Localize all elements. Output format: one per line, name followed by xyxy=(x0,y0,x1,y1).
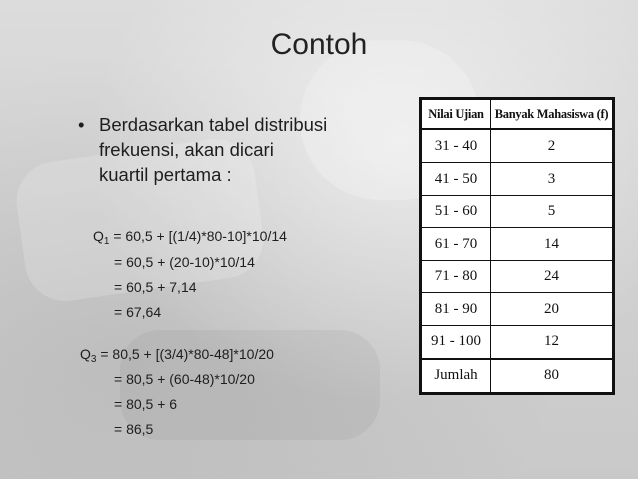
class-interval: 31 - 40 xyxy=(422,129,491,162)
class-interval: 51 - 60 xyxy=(422,195,491,228)
q1-first-line: = 60,5 + [(1/4)*80-10]*10/14 xyxy=(109,228,287,244)
q1-symbol: Q xyxy=(93,228,104,244)
total-value: 80 xyxy=(491,359,613,393)
q3-first-line: = 80,5 + [(3/4)*80-48]*10/20 xyxy=(96,346,274,362)
class-interval: 91 - 100 xyxy=(422,326,491,359)
table-row xyxy=(422,195,613,228)
frequency-value: 5 xyxy=(491,195,613,228)
table-row xyxy=(422,326,613,359)
q1-formula xyxy=(93,228,287,247)
frequency-value: 24 xyxy=(491,260,613,293)
bullet-point xyxy=(78,112,398,187)
frequency-value: 3 xyxy=(491,163,613,196)
bullet-line: frekuensi, akan dicari xyxy=(99,139,274,160)
frequency-value: 2 xyxy=(491,129,613,162)
q1-result: = 67,64 xyxy=(114,304,162,320)
table-row xyxy=(422,260,613,293)
header-banyak-mahasiswa: Banyak Mahasiswa (f) xyxy=(491,100,613,130)
q3-formula xyxy=(80,346,274,365)
class-interval: 81 - 90 xyxy=(422,293,491,326)
q3-symbol: Q xyxy=(80,346,91,362)
table-row xyxy=(422,228,613,261)
class-interval: 71 - 80 xyxy=(422,260,491,293)
slide-title: Contoh xyxy=(270,28,368,61)
class-interval: 61 - 70 xyxy=(422,228,491,261)
total-label: Jumlah xyxy=(422,359,491,393)
q1-step: = 60,5 + 7,14 xyxy=(114,279,197,295)
q3-step: = 80,5 + (60-48)*10/20 xyxy=(114,371,255,387)
q1-subscript: 1 xyxy=(103,236,110,247)
frequency-value: 20 xyxy=(491,293,613,326)
table-row xyxy=(422,293,613,326)
table-row xyxy=(422,163,613,196)
table-row xyxy=(422,129,613,162)
class-interval: 41 - 50 xyxy=(422,163,491,196)
bullet-line: kuartil pertama : xyxy=(99,164,232,185)
frequency-value: 12 xyxy=(491,326,613,359)
bullet-marker: • xyxy=(78,114,85,135)
table-total-row xyxy=(422,359,613,393)
q3-subscript: 3 xyxy=(90,354,97,365)
frequency-table xyxy=(419,97,615,395)
bullet-line: Berdasarkan tabel distribusi xyxy=(99,114,328,135)
q3-result: = 86,5 xyxy=(114,421,154,437)
frequency-value: 14 xyxy=(491,228,613,261)
q1-step: = 60,5 + (20-10)*10/14 xyxy=(114,254,255,270)
q3-step: = 80,5 + 6 xyxy=(114,396,178,412)
header-nilai-ujian: Nilai Ujian xyxy=(422,100,491,130)
table-header-row xyxy=(422,100,613,130)
